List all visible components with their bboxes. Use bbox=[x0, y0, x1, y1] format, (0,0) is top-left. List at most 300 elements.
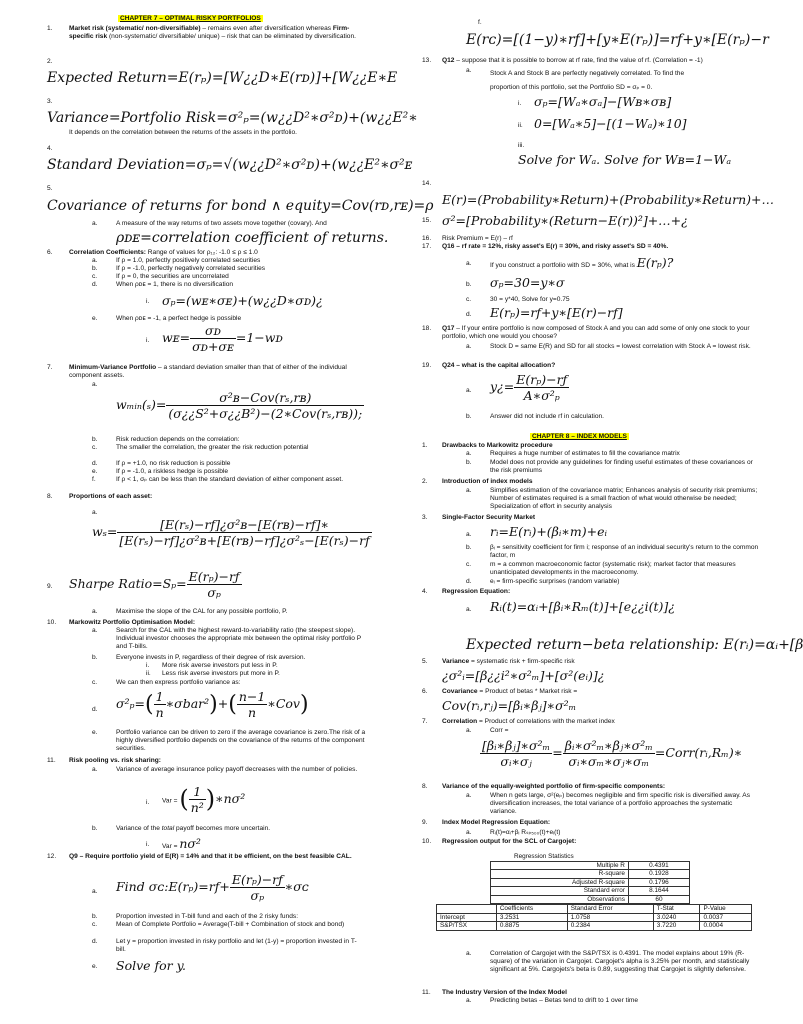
risk-premium-text: Risk Premium = E(r) – rf bbox=[442, 235, 513, 242]
eq: nσ² bbox=[179, 836, 201, 851]
paren: ) bbox=[205, 785, 216, 813]
item-number: 4. bbox=[47, 145, 53, 152]
table-cell: 0.1796 bbox=[628, 878, 689, 887]
item-number: 7. bbox=[422, 718, 428, 725]
table-row bbox=[437, 922, 752, 931]
numerator: [E(rₛ)−rf]¿σ²ʙ−[E(rʙ)−rf]∗ bbox=[117, 517, 371, 533]
paren: ) bbox=[299, 692, 309, 717]
sharing-variance-equation bbox=[162, 836, 201, 851]
denominator: n bbox=[155, 705, 164, 720]
solve-y-text: 30 = y*40, Solve for y=0.75 bbox=[490, 296, 570, 303]
e-definition: eᵢ = firm-specific surprises (random variable) bbox=[490, 578, 620, 585]
heading-def: – suppose that it is possible to borrow at rf rate, find the value of rf. (Correlation = -1) bbox=[454, 57, 703, 64]
table-cell: 0.0037 bbox=[700, 913, 752, 922]
expected-return-probability-equation: E(r)=(Probability∗Return)+(Probability∗Return)+… bbox=[442, 192, 774, 207]
sub-letter: c. bbox=[466, 561, 472, 568]
item-number: 4. bbox=[422, 588, 428, 595]
sub-roman: i. bbox=[146, 662, 150, 669]
proportions-equation bbox=[92, 517, 372, 548]
table-cell: 1.0758 bbox=[567, 913, 653, 922]
variance-note: It depends on the correlation between the returns of the assets in the portfolio. bbox=[69, 129, 297, 136]
item-number: 11. bbox=[422, 989, 431, 996]
numerator: [βᵢ∗βⱼ]∗σ²ₘ bbox=[482, 738, 551, 753]
item-number: 11. bbox=[47, 757, 56, 764]
weights-equation: 0=[Wₐ∗5]−[(1−Wₐ)∗10] bbox=[534, 116, 687, 131]
sub-roman: iii. bbox=[518, 142, 525, 149]
denominator: (σ¿¿S²+σ¿¿B²)−(2∗Cov(rₛ,rʙ)); bbox=[168, 406, 363, 421]
portfolio-return-equation: E(rₚ)=rf+y∗[E(r)−rf] bbox=[490, 305, 623, 320]
expected-return-beta-equation: Expected return−beta relationship: E(rᵢ)=αᵢ+[β bbox=[466, 637, 803, 653]
sub-letter: c. bbox=[92, 273, 98, 280]
fraction bbox=[237, 689, 267, 720]
text: payoff becomes more uncertain. bbox=[174, 825, 271, 832]
heading-term: Q17 bbox=[442, 325, 455, 332]
fraction bbox=[230, 872, 285, 903]
index-model-regression-text: Rᵢ(t)=αᵢ+βᵢ Rₛₚ₅₀₀(t)+eᵢ(t) bbox=[490, 829, 561, 836]
item-number: 6. bbox=[47, 249, 53, 256]
denominator: σᴅ+σᴇ bbox=[192, 339, 234, 354]
denominator: σₚ bbox=[250, 888, 265, 903]
q9-heading: Q9 – Require portfolio yield of E(R) = 14% and that it be efficient, on the best feasible CAL. bbox=[69, 853, 352, 860]
sub-item-text: If ρ = -1.0, a riskless hedge is possible bbox=[116, 468, 229, 475]
eq-part: wᴇ= bbox=[162, 330, 191, 345]
item-number: 18. bbox=[422, 325, 432, 332]
markowitz-a-text: Search for the CAL with the highest reward-to-variability ratio (the steepest slope). Individual investor chooses the appropriate mix between the optimal risky portfolio P and T-bills. bbox=[116, 627, 362, 650]
sub-letter: f. bbox=[92, 476, 96, 483]
eq-part: ∗σbar² bbox=[165, 696, 210, 711]
drawbacks-heading: Drawbacks to Markowitz procedure bbox=[442, 442, 553, 449]
firm-risk-def: (non-systematic/ diversifiable/ unique) – risk that can be eliminated by diversification. bbox=[107, 33, 356, 40]
sub-item-text: When ρᴅᴇ = 1, there is no diversification bbox=[116, 281, 234, 288]
table-cell: Multiple R bbox=[491, 861, 629, 870]
numerator: 1 bbox=[189, 784, 206, 800]
table-cell: P-Value bbox=[700, 905, 752, 914]
perfect-correlation-sd-equation: σₚ=(wᴇ∗σᴇ)+(w¿¿D∗σᴅ)¿ bbox=[162, 293, 323, 308]
numerator: E(rₚ)−rƒ bbox=[188, 569, 240, 584]
text-italic: total bbox=[161, 825, 175, 832]
single-factor-heading: Single-Factor Security Market bbox=[442, 514, 536, 521]
fraction bbox=[480, 738, 552, 769]
denominator: A∗σ²ₚ bbox=[523, 388, 560, 403]
sub-letter: e. bbox=[92, 963, 98, 970]
sub-letter: e. bbox=[92, 468, 98, 475]
industry-version-heading: The Industry Version of the Index Model bbox=[442, 989, 567, 996]
item-number: 3. bbox=[422, 514, 428, 521]
heading-term: Covariance bbox=[442, 688, 478, 695]
q9-c-text: Mean of Complete Portfolio = Average(T-bill + Combination of stock and bond) bbox=[116, 921, 345, 928]
q16-heading: Q16 – rf rate = 12%, risky asset's E(r) = 30%, and risky asset's SD = 40%. bbox=[442, 243, 669, 250]
numerator: E(rₚ)−rƒ bbox=[231, 872, 283, 887]
fraction bbox=[166, 390, 364, 421]
text: If you construct a portfolio with SD = 30%, what is bbox=[490, 262, 635, 269]
table-cell bbox=[437, 905, 497, 914]
correlation-coefficient-equation: ρᴅᴇ=correlation coefficient of returns. bbox=[116, 230, 389, 246]
sub-letter: d. bbox=[92, 938, 98, 945]
fraction bbox=[189, 784, 206, 815]
var-label: Var = bbox=[162, 797, 178, 805]
sub-letter: a. bbox=[92, 220, 98, 227]
table-cell: Coefficients bbox=[496, 905, 567, 914]
table-row bbox=[491, 870, 690, 879]
table-cell: 8.1644 bbox=[628, 887, 689, 896]
item-number: 3. bbox=[47, 98, 53, 105]
solve-for-y: Solve for y. bbox=[116, 958, 186, 973]
sharpe-ratio-equation bbox=[69, 569, 242, 600]
item-number: 7. bbox=[47, 364, 53, 371]
q9-d-text: Let y = proportion invested in risky portfolio and let (1-y) = proportion invested in T-bill. bbox=[116, 938, 357, 953]
table-cell: R-square bbox=[491, 870, 629, 879]
heading-def: = systematic risk + firm-specific risk bbox=[469, 658, 575, 665]
markowitz-b-text: Everyone invests in P, regardless of their degree of risk aversion. bbox=[116, 654, 306, 661]
table-cell: 0.2384 bbox=[567, 922, 653, 931]
table-row bbox=[491, 895, 690, 904]
proportions-heading: Proportions of each asset: bbox=[69, 493, 153, 500]
sub-letter: a. bbox=[466, 343, 472, 350]
markowitz-bii-text: Less risk averse investors put more in P. bbox=[162, 670, 280, 677]
standard-deviation-equation: Standard Deviation=σₚ=√(w¿¿D²∗σ²ᴅ)+(w¿¿E²∗σ²ᴇ bbox=[47, 157, 413, 173]
denominator: n bbox=[248, 705, 257, 720]
regression-interpretation: Correlation of Cargojet with the S&P/TSX is 0.4391. The model explains about 19% (R-square) of the variation in Cargojet. Cargojet's alpha is 3.25% per month, and statistically significant at 5%. Cargojets's beta is 0.89, suggesting that Cargojet is slightly defensive. bbox=[490, 950, 750, 973]
sub-letter: b. bbox=[466, 413, 472, 420]
denominator: σₚ bbox=[207, 585, 221, 600]
heading-def: = Product of correlations with the market index bbox=[477, 718, 615, 725]
eq-part: σ²ₚ= bbox=[116, 696, 146, 711]
sub-letter: a. bbox=[466, 606, 472, 613]
equally-weighted-text: When n gets large, σ²(eₚ) becomes negligible and firm specific risk is diversified away. As diversification increases, the total variance of a portfolio approaches the systematic variance. bbox=[490, 792, 751, 815]
sub-item-text: If ρ = 0, the securities are uncorrelated bbox=[116, 273, 229, 280]
eq-part: =Corr(rᵢ,Rₘ)∗ bbox=[654, 745, 743, 760]
sub-letter: a. bbox=[466, 67, 472, 74]
sub-letter: a. bbox=[466, 792, 472, 799]
sub-letter: b. bbox=[466, 281, 472, 288]
denominator: n² bbox=[190, 800, 204, 815]
item-number: 2. bbox=[47, 58, 53, 65]
sub-letter: a. bbox=[92, 888, 98, 895]
sub-letter: a. bbox=[466, 727, 472, 734]
sub-letter: a. bbox=[466, 450, 472, 457]
table-cell: T-Stat bbox=[653, 905, 700, 914]
index-model-regression-heading: Index Model Regression Equation: bbox=[442, 819, 551, 826]
market-risk-def: – remains even after diversification whereas bbox=[200, 25, 333, 32]
chapter-8-heading bbox=[530, 433, 629, 441]
sub-letter: c. bbox=[92, 921, 98, 928]
eq bbox=[179, 784, 246, 815]
index-covariance-equation: Cov(rᵢ,rⱼ)=[βᵢ∗βⱼ]∗σ²ₘ bbox=[442, 698, 577, 713]
table-cell: 3.7220 bbox=[653, 922, 700, 931]
portfolio-variance-equation: Variance=Portfolio Risk=σ²ₚ=(w¿¿D²∗σ²ᴅ)+(w¿¿E²∗ bbox=[47, 110, 418, 126]
sub-item-text: If ρ = +1.0, no risk reduction is possible bbox=[116, 460, 231, 467]
sub-letter: b. bbox=[92, 825, 98, 832]
table-cell: 0.1928 bbox=[628, 870, 689, 879]
markowitz-bi-text: More risk averse investors put less in P. bbox=[162, 662, 278, 669]
sd-30-equation: σₚ=30=y∗σ bbox=[490, 275, 565, 290]
risk-pooling-a-text: Variance of average insurance policy payoff decreases with the number of policies. bbox=[116, 766, 358, 773]
capital-allocation-equation bbox=[490, 372, 569, 403]
perfect-hedge-note: When ρᴅᴇ = -1, a perfect hedge is possible bbox=[116, 315, 242, 322]
sub-letter: b. bbox=[92, 654, 98, 661]
heading-def: – a standard deviation smaller than that of either of the individual component assets. bbox=[69, 364, 347, 379]
table-cell: S&P/TSX bbox=[437, 922, 497, 931]
equally-weighted-heading: Variance of the equally-weighted portfolio of firm-specific components: bbox=[442, 783, 666, 790]
item-number: 14. bbox=[422, 180, 432, 187]
sub-letter: c. bbox=[92, 679, 98, 686]
markowitz-e-text: Portfolio variance can be driven to zero if the average covariance is zero.The risk of a highly diversified portfolio depends on the covariance of the returns of the component securities. bbox=[116, 729, 366, 752]
heading-term: Correlation Coefficients: bbox=[69, 249, 146, 256]
markowitz-heading: Markowitz Portfolio Optimisation Model: bbox=[69, 619, 196, 626]
fraction bbox=[190, 323, 236, 354]
index-models-intro-heading: Introduction of index models bbox=[442, 478, 533, 485]
sub-letter: d. bbox=[92, 460, 98, 467]
sub-letter: a. bbox=[92, 608, 98, 615]
sub-letter: a. bbox=[466, 531, 472, 538]
sub-letter: d. bbox=[466, 311, 472, 318]
item-number: 9. bbox=[47, 583, 53, 590]
variance-probability-equation: σ²=[Probability∗(Return−E(r))²]+…+¿ bbox=[442, 213, 688, 228]
table-cell: 60 bbox=[628, 895, 689, 904]
correlation-coefficients-heading bbox=[69, 249, 258, 257]
var-label: Var = bbox=[162, 843, 178, 850]
diversified-variance-equation: σ²ₚ=( $\frac{1}{n}$ ∗σbar²)+( $\frac{n-1}{n}$ ∗Cov) bbox=[116, 689, 309, 720]
item-number: 1. bbox=[47, 25, 53, 32]
table-cell: 3.0240 bbox=[653, 913, 700, 922]
sub-letter: a. bbox=[466, 260, 472, 267]
index-models-intro-text: Simplifies estimation of the covariance matrix; Enhances analysis of security risk premiums; Number of estimates required is a small fraction of what would otherwise be needed; Specialization of effort in security analysis bbox=[490, 487, 758, 510]
q12-heading bbox=[442, 57, 762, 65]
numerator: σᴅ bbox=[190, 323, 236, 339]
chapter-7-heading bbox=[118, 15, 263, 23]
item-1-text bbox=[69, 25, 369, 41]
sub-item-text: If ρ = -1.0, perfectly negatively correlated securities bbox=[116, 265, 266, 272]
complete-portfolio-return-equation: E(rᴄ)=[(1−y)∗rf]+[y∗E(rₚ)]=rf+y∗[E(rₚ)−r bbox=[466, 32, 769, 48]
denominator: σᵢ∗σₘ∗σⱼ∗σₘ bbox=[568, 754, 650, 769]
hedge-weight-equation bbox=[162, 323, 283, 354]
expected-return-equation: Expected Return=E(rₚ)=[W¿¿D∗E(rᴅ)]+[W¿¿E∗E bbox=[47, 70, 398, 86]
fraction bbox=[563, 738, 655, 769]
correlation-heading bbox=[442, 718, 615, 726]
sub-letter: a. bbox=[92, 257, 98, 264]
find-sigma-c-equation bbox=[116, 872, 309, 903]
table-cell: 0.8875 bbox=[496, 922, 567, 931]
sub-letter: a. bbox=[92, 509, 98, 516]
sub-letter: a. bbox=[466, 997, 472, 1004]
sub-letter: c. bbox=[92, 444, 98, 451]
eq: E(rₚ)? bbox=[636, 255, 674, 270]
table-cell: Intercept bbox=[437, 913, 497, 922]
table-cell: 0.0004 bbox=[700, 922, 752, 931]
q17-a-text: Stock D = same E(R) and SD for all stocks = lowest correlation with Stock A = lowest risk. bbox=[490, 343, 751, 350]
item-number: 8. bbox=[422, 783, 428, 790]
item-number: 10. bbox=[47, 619, 57, 626]
single-factor-equation: rᵢ=E(rᵢ)+(βᵢ∗m)+eᵢ bbox=[490, 524, 608, 539]
sub-item-text: The smaller the correlation, the greater the risk reduction potential bbox=[116, 444, 309, 451]
eq-part: wₘᵢₙ(ₛ)= bbox=[116, 397, 167, 412]
fraction bbox=[117, 517, 371, 548]
eq-part: wₛ= bbox=[92, 524, 118, 539]
item-number: 16. bbox=[422, 235, 432, 242]
variance-heading bbox=[442, 658, 575, 666]
covariance-heading bbox=[442, 688, 577, 696]
item-number: 17. bbox=[422, 243, 432, 250]
sub-letter: e. bbox=[92, 729, 98, 736]
sub-roman: i. bbox=[518, 100, 522, 107]
solve-weights-equation: Solve for Wₐ. Solve for Wʙ=1−Wₐ bbox=[518, 152, 732, 167]
chapter-7-heading-text: CHAPTER 7 – OPTIMAL RISKY PORTFOLIOS bbox=[120, 15, 261, 22]
sub-letter: a. bbox=[92, 381, 98, 388]
table-cell: Standard error bbox=[491, 887, 629, 896]
min-variance-heading bbox=[69, 364, 369, 380]
heading-def: Range of values for ρ₁₂: -1.0 ≤ ρ ≤ 1.0 bbox=[145, 249, 258, 256]
numerator: E(rₚ)−rƒ bbox=[516, 372, 568, 387]
table-row bbox=[437, 913, 752, 922]
table-cell: Observations bbox=[491, 895, 629, 904]
index-correlation-equation: $\frac{\text{[βᵢ∗βⱼ]∗σ²ₘ}}{\text{σᵢ∗σⱼ}}$ = $\frac{\text{βᵢ∗σ²ₘ∗βⱼ∗σ²ₘ}}{\text{σᵢ∗σₘ∗σⱼ∗σₘ}}$ =Corr(rᵢ,Rₘ)∗ bbox=[482, 738, 743, 769]
sub-letter: b. bbox=[92, 265, 98, 272]
heading-term: Q12 bbox=[442, 57, 455, 64]
sub-letter: a. bbox=[92, 766, 98, 773]
q9-b-text: Proportion invested in T-bill fund and each of the 2 risky funds: bbox=[116, 913, 299, 920]
numerator: βᵢ∗σ²ₘ∗βⱼ∗σ²ₘ bbox=[564, 738, 653, 753]
zero-sd-equation: σₚ=[Wₐ∗σₐ]−[Wʙ∗σʙ] bbox=[534, 94, 672, 109]
item-number: 19. bbox=[422, 362, 432, 369]
eq-part: y¿= bbox=[490, 379, 515, 394]
regression-statistics-table bbox=[436, 853, 752, 931]
sub-letter: a. bbox=[466, 487, 472, 494]
eq-part: ∗Cov bbox=[267, 696, 300, 711]
item-number: 1. bbox=[422, 442, 428, 449]
sub-letter: a. bbox=[466, 950, 472, 957]
table-row bbox=[491, 878, 690, 887]
q12-a-text: Stock A and Stock B are perfectly negatively correlated. To find the proportion of this portfolio, set the Portfolio SD = σₚ = 0. bbox=[490, 70, 685, 91]
stats-table bbox=[490, 861, 690, 905]
sub-letter: a. bbox=[466, 829, 472, 836]
sub-letter: b. bbox=[466, 459, 472, 466]
paren: ( bbox=[179, 785, 189, 813]
heading-term: Correlation bbox=[442, 718, 478, 725]
markowitz-c-text: We can then express portfolio variance as: bbox=[116, 679, 241, 686]
heading-def: = Product of betas * Market risk = bbox=[477, 688, 578, 695]
drawbacks-a-text: Requires a huge number of estimates to fill the covariance matrix bbox=[490, 450, 680, 457]
table-row bbox=[437, 905, 752, 914]
numerator: n−1 bbox=[238, 689, 266, 704]
market-risk-term: Market risk (systematic/ non-diversifiable) bbox=[69, 25, 201, 32]
table-cell: 3.2531 bbox=[496, 913, 567, 922]
sub-letter: a. bbox=[92, 627, 98, 634]
eq-part: Find σᴄ:E(rₚ)=rf+ bbox=[116, 879, 230, 894]
paren: ( bbox=[228, 692, 237, 717]
m-definition: m = a common macroeconomic factor (systematic risk); market factor that measures unanticipated developments in the macroeconomy. bbox=[490, 561, 736, 576]
eq-part: Sharpe Ratio=Sₚ= bbox=[69, 576, 187, 591]
eq-part: ∗σᴄ bbox=[284, 879, 309, 894]
sharpe-note: Maximise the slope of the CAL for any possible portfolio, P. bbox=[116, 608, 288, 615]
sub-letter: d. bbox=[92, 281, 98, 288]
single-index-variance-equation: ¿σ²ᵢ=[β¿¿i²∗σ²ₘ]+[σ²(eᵢ)]¿ bbox=[442, 668, 605, 683]
heading-term: Minimum-Variance Portfolio bbox=[69, 364, 157, 371]
sub-letter: d. bbox=[92, 706, 98, 713]
corr-label: Corr = bbox=[490, 727, 509, 734]
sub-letter: f. bbox=[478, 19, 482, 26]
table-row bbox=[491, 887, 690, 896]
table-cell: Adjusted R-square bbox=[491, 878, 629, 887]
heading-def: – If your entire portfolio is now composed of Stock A and you can add some of only one stock to your portfolio, which one would you choose? bbox=[442, 325, 750, 340]
sub-roman: ii. bbox=[518, 122, 523, 129]
item-number: 2. bbox=[422, 478, 428, 485]
item-number: 10. bbox=[422, 838, 432, 845]
item-number: 8. bbox=[47, 493, 53, 500]
coefficients-table bbox=[436, 904, 752, 931]
sub-letter: e. bbox=[92, 315, 98, 322]
text: Variance of the bbox=[116, 825, 162, 832]
table-cell: Standard Error bbox=[567, 905, 653, 914]
fraction bbox=[154, 689, 166, 720]
covariance-note: A measure of the way returns of two assets move together (covary). And bbox=[116, 220, 327, 227]
item-number: 5. bbox=[47, 185, 53, 192]
q24-heading: Q24 – what is the capital allocation? bbox=[442, 362, 556, 369]
sub-roman: ii. bbox=[146, 670, 151, 677]
sub-roman: i. bbox=[146, 298, 150, 305]
sub-letter: b. bbox=[92, 913, 98, 920]
item-number: 9. bbox=[422, 819, 428, 826]
eq-part: ∗nσ² bbox=[215, 791, 246, 806]
eq-part: =1−wᴅ bbox=[235, 330, 283, 345]
sub-item-text: If ρ = 1.0, perfectly positively correlated securities bbox=[116, 257, 261, 264]
q24-b-text: Answer did not include rf in calculation. bbox=[490, 413, 604, 420]
sub-letter: b. bbox=[92, 436, 98, 443]
regression-equation: Rᵢ(t)=αᵢ+[βᵢ∗Rₘ(t)]+[e¿¿i(t)]¿ bbox=[490, 599, 675, 614]
sub-letter: d. bbox=[466, 578, 472, 585]
item-number: 13. bbox=[422, 57, 432, 64]
sub-item-text: Risk reduction depends on the correlation: bbox=[116, 436, 240, 443]
table-cell: 0.4391 bbox=[628, 861, 689, 870]
risk-pooling-heading: Risk pooling vs. risk sharing: bbox=[69, 757, 161, 764]
sub-item-text: If ρ < 1, σₚ can be less than the standard deviation of either component asset. bbox=[116, 476, 344, 483]
sub-letter: c. bbox=[466, 296, 472, 303]
predicting-betas-text: Predicting betas – Betas tend to drift to 1 over time bbox=[490, 997, 639, 1004]
drawbacks-b-text: Model does not provide any guidelines for finding useful estimates of these covariances or the risk premiums bbox=[490, 459, 753, 474]
firm-risk-term: Firm-specific risk bbox=[69, 25, 350, 40]
denominator: σᵢ∗σⱼ bbox=[500, 754, 532, 769]
paren: ) bbox=[209, 692, 218, 717]
chapter-8-heading-text: CHAPTER 8 – INDEX MODELS bbox=[532, 433, 627, 440]
fraction bbox=[187, 569, 242, 600]
heading-term: Variance bbox=[442, 658, 470, 665]
min-variance-weight-equation bbox=[116, 390, 364, 421]
pooling-variance-equation bbox=[162, 784, 245, 815]
beta-definition: βᵢ = sensitivity coefficient for firm i; response of an individual security's return to the common factor, m bbox=[490, 544, 759, 559]
risk-pooling-b-text bbox=[116, 825, 270, 833]
sub-letter: a. bbox=[466, 387, 472, 394]
q17-heading bbox=[442, 325, 762, 341]
item-number: 5. bbox=[422, 658, 428, 665]
fraction bbox=[514, 372, 569, 403]
item-number: 12. bbox=[47, 853, 57, 860]
q16-a bbox=[490, 255, 673, 270]
regression-equation-heading: Regression Equation: bbox=[442, 588, 511, 595]
item-number: 15. bbox=[422, 217, 432, 224]
regression-output-heading: Regression output for the SCL of Cargojet: bbox=[442, 838, 577, 845]
table-row bbox=[491, 861, 690, 870]
sub-roman: i. bbox=[146, 841, 150, 848]
sub-roman: i. bbox=[146, 337, 150, 344]
stats-title: Regression Statistics bbox=[514, 853, 574, 860]
numerator: 1 bbox=[154, 689, 166, 705]
sub-roman: i. bbox=[146, 799, 150, 806]
paren: ( bbox=[145, 692, 154, 717]
item-number: 6. bbox=[422, 688, 428, 695]
denominator: [E(rₛ)−rf]¿σ²ʙ+[E(rʙ)−rf]¿σ²ₛ−[E(rₛ)−rf bbox=[119, 533, 370, 548]
covariance-equation: Covariance of returns for bond ∧ equity=Cov(rᴅ,rᴇ)=ρ bbox=[47, 198, 434, 214]
numerator: σ²ʙ−Cov(rₛ,rʙ) bbox=[166, 390, 364, 406]
sub-letter: b. bbox=[466, 544, 472, 551]
